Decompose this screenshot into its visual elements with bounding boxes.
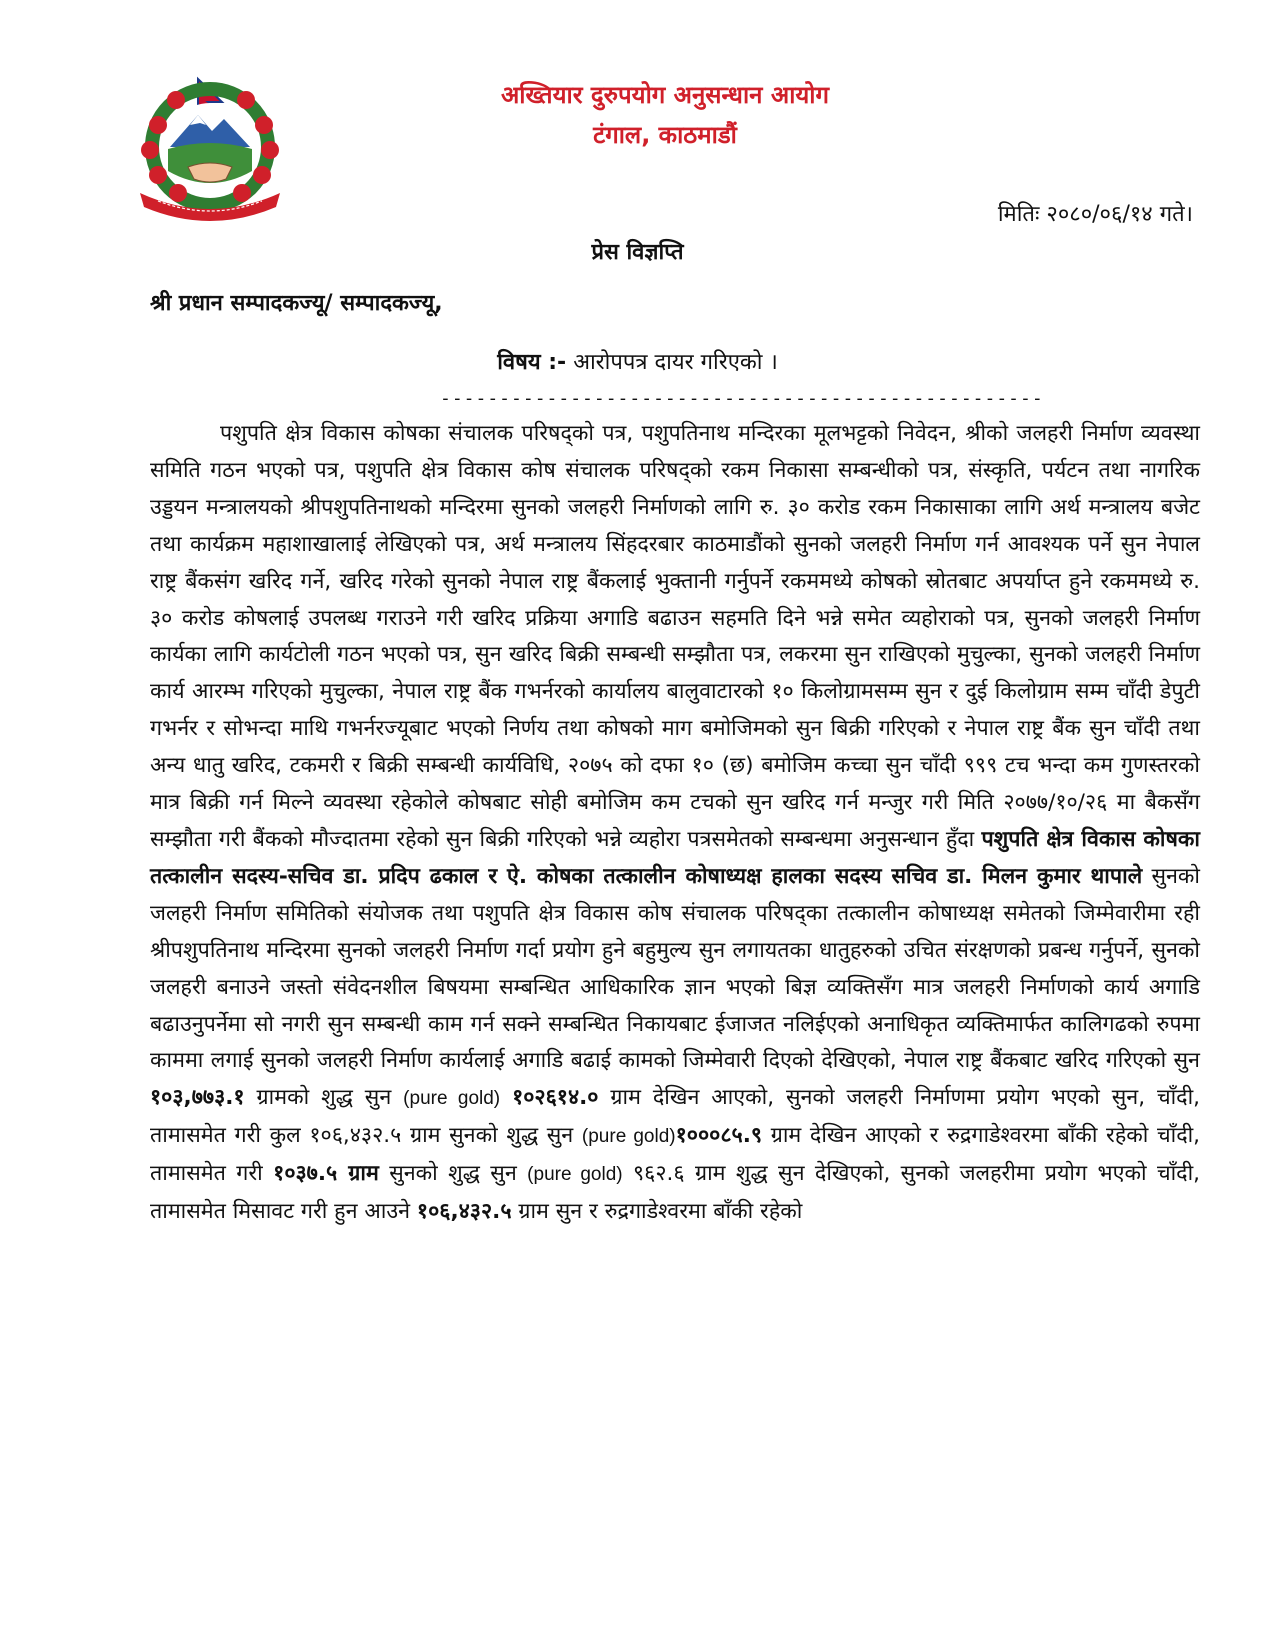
nepal-government-emblem [128, 75, 293, 225]
document-title: प्रेस विज्ञप्ति [591, 240, 684, 265]
subject-text: आरोपपत्र दायर गरिएको । [573, 350, 778, 375]
body-text-8: ग्राम सुन र रुद्रगाडेश्वरमा बाँकी रहेको [518, 1199, 803, 1225]
pure-gold-label-3: (pure gold) [527, 1164, 623, 1186]
pure-gold-label-1: (pure gold) [403, 1088, 501, 1110]
body-text-1: पशुपति क्षेत्र विकास कोषका संचालक परिषद्को पत्र, पशुपतिनाथ मन्दिरका मूलभट्टको निवेदन, श्रीको जलहरी निर्माण व्यवस्था समिति गठन भएको पत्र, पशुपति क्षेत्र विकास कोष संचालक परिषद्को रकम निकासा सम्बन्धीको पत्र, संस्कृति, पर्यटन तथा नागरिक उड्डयन मन्त्रालयको श्रीपशुपतिनाथको मन्दिरमा सुनको जलहरी निर्माणको लागि रु. ३० करोड रकम निकासाका लागि अर्थ मन्त्रालय बजेट तथा कार्यक्रम महाशाखालाई लेखिएको पत्र, अर्थ मन्त्रालय सिंहदरबार काठमाडौंको सुनको जलहरी निर्माण गर्न आवश्यक पर्ने सुन नेपाल राष्ट्र बैंकसंग खरिद गर्ने, खरिद गरेको सुनको नेपाल राष्ट्र बैंकलाई भुक्तानी गर्नुपर्ने रकममध्ये कोषको स्रोतबाट अपर्याप्त हुने रकममध्ये रु. ३० करोड कोषलाई उपलब्ध गराउने गरी खरिद प्रक्रिया अगाडि बढाउन सहमति दिने भन्ने समेत व्यहोराको पत्र, सुनको जलहरी निर्माण कार्यका लागि कार्यटोली गठन भएको पत्र, सुन खरिद बिक्री सम्बन्धी सम्झौता पत्र, लकरमा सुन राखिएको मुचुल्का, सुनको जलहरी निर्माण कार्य आरम्भ गरिएको मुचुल्का, नेपाल राष्ट्र बैंक गभर्नरको कार्यालय बालुवाटारको १० किलोग्रामसम्म सुन र दुई किलोग्राम सम्म चाँदी डेपुटी गभर्नर र सोभन्दा माथि गभर्नरज्यूबाट भएको निर्णय तथा कोषको माग बमोजिमको सुन बिक्री गरिएको र नेपाल राष्ट्र बैंक सुन चाँदी तथा अन्य धातु खरिद, टकमरी र बिक्री सम्बन्धी कार्यविधि, २०७५ को दफा १० (छ) बमोजिम कच्चा सुन चाँदी ९९९ टच भन्दा कम गुणस्तरको मात्र बिक्री गर्न मिल्ने व्यवस्था रहेकोले कोषबाट सोही बमोजिम कम टचको सुन खरिद गर्न मन्जुर गरी मिति २०७७/१०/२६ मा बैकसँग सम्झौता गरी बैंकको मौज्दातमा रहेको सुन बिक्री गरिएको भन्ने व्यहोरा पत्रसमेतको सम्बन्धमा अनुसन्धान हुँदा [150, 421, 1200, 852]
remaining-grams: १०३७.५ ग्राम [273, 1161, 379, 1187]
body-paragraph [150, 416, 1200, 1231]
addressee-line: श्री प्रधान सम्पादकज्यू/ सम्पादकज्यू, [150, 291, 443, 316]
body-text-2: सुनको जलहरी निर्माण समितिको संयोजक तथा पशुपति क्षेत्र विकास कोष संचालक परिषद्का तत्कालीन कोषाध्यक्ष समेतको जिम्मेवारीमा रही श्रीपशुपतिनाथ मन्दिरमा सुनको जलहरी निर्माण गर्दा प्रयोग हुने बहुमुल्य सुन लगायतका धातुहरुको उचित संरक्षणको प्रबन्ध गर्नुपर्ने, सुनको जलहरी बनाउने जस्तो संवेदनशील बिषयमा सम्बन्धित आधिकारिक ज्ञान भएको बिज्ञ व्यक्तिसँग मात्र जलहरी निर्माणको कार्य अगाडि बढाउनुपर्नेमा सो नगरी सुन सम्बन्धी काम गर्न सक्ने सम्बन्धित निकायबाट ईजाजत नलिईएको अनाधिकृत व्यक्तिमार्फत कालिगढको रुपमा काममा लगाई सुनको जलहरी निर्माण कार्यलाई अगाडि बढाई कामको जिम्मेवारी दिएको देखिएको, नेपाल राष्ट्र बैंकबाट खरिद गरिएको सुन [150, 863, 1200, 1074]
body-text-6: सुनको शुद्ध सुन [389, 1161, 517, 1187]
subject-line [0, 346, 1275, 376]
body-text-4: ग्राम देखिन आएको, सुनको जलहरी निर्माणमा प्रयोग भएको सुन, चाँदी, तामासमेत गरी कुल १०६,४३२.५ ग्राम सुनको शुद्ध सुन [150, 1085, 1200, 1149]
body-text-3: ग्रामको शुद्ध सुन [256, 1085, 392, 1111]
organization-location: टंगाल, काठमाडौं [593, 121, 737, 149]
divider-rule: --------------------------------------------------- [440, 388, 1044, 409]
body-text-5: ग्राम देखिन आएको र रुद्रगाडेश्वरमा बाँकी रहेको चाँदी, तामासमेत गरी [150, 1123, 1201, 1187]
pure-gold-label-2: (pure gold) [581, 1126, 676, 1148]
total-gold-grams: १०६,४३२.५ [416, 1199, 512, 1225]
document-date: मितिः २०८०/०६/१४ गते। [997, 202, 1193, 227]
subject-label: विषय :- [497, 350, 567, 375]
organization-name: अख्तियार दुरुपयोग अनुसन्धान आयोग [500, 81, 830, 109]
pure-gold-grams-2: १०००८५.९ [675, 1123, 763, 1149]
body-text-7: ९६२.६ ग्राम शुद्ध सुन देखिएको, सुनको जलहरीमा प्रयोग भएको चाँदी, तामासमेत मिसावट गरी हुन आउने [150, 1161, 1200, 1225]
gold-purchased-grams: १०३,७७३.१ [150, 1085, 245, 1111]
pure-gold-grams-1: १०२६१४.० [512, 1085, 599, 1111]
accused-officials: पशुपति क्षेत्र विकास कोषका तत्कालीन सदस्य-सचिव डा. प्रदिप ढकाल र ऐ. कोषका तत्कालीन कोषाध्यक्ष हालका सदस्य सचिव डा. मिलन कुमार थापाले [150, 826, 1200, 889]
press-release-body [150, 416, 1200, 1636]
